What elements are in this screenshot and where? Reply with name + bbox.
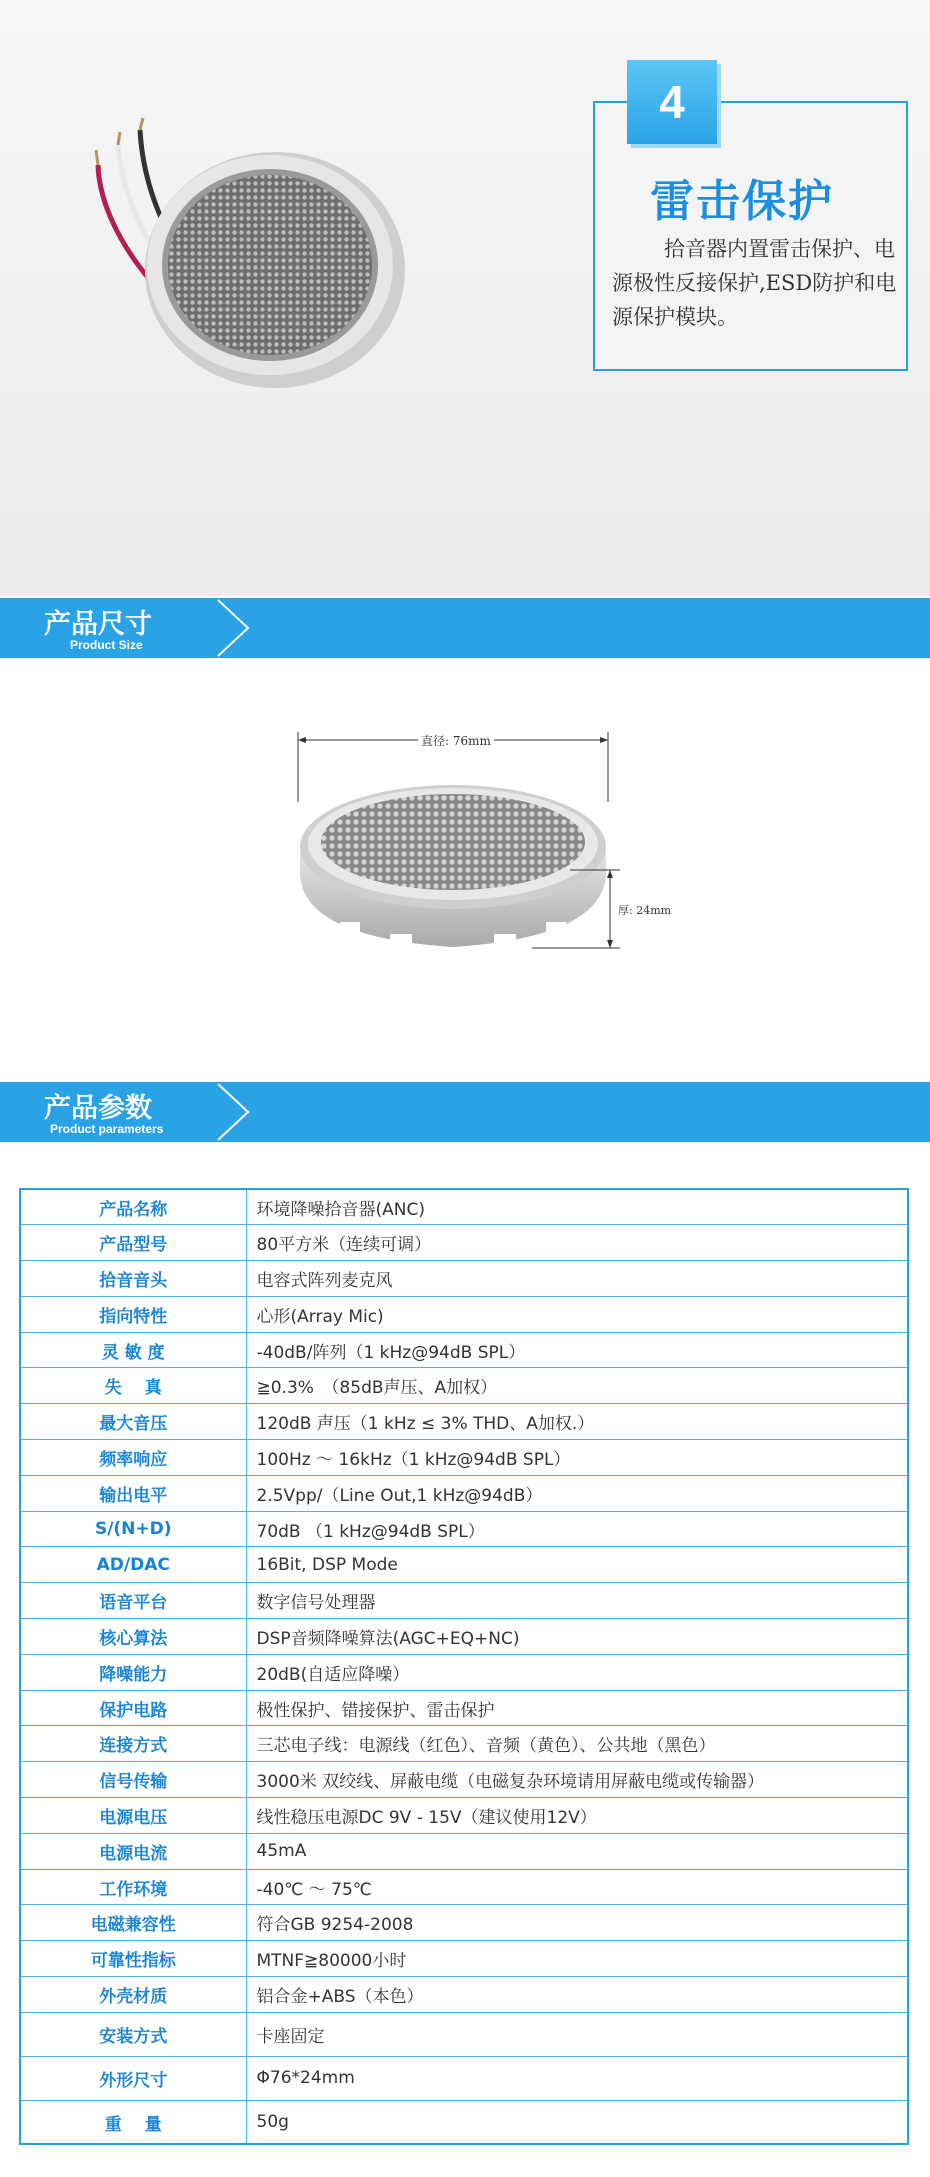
table-row [20, 2012, 908, 2056]
param-key: 产品型号 [20, 1225, 246, 1261]
param-value: 80平方米（连续可调） [246, 1225, 908, 1261]
section-subtitle: Product Size [70, 638, 143, 652]
param-key: 频率响应 [20, 1440, 246, 1476]
param-value: 3000米 双绞线、屏蔽电缆（电磁复杂环境请用屏蔽电缆或传输器） [246, 1762, 908, 1798]
param-key: AD/DAC [20, 1547, 246, 1583]
param-value: MTNF≧80000小时 [246, 1941, 908, 1977]
param-value: Φ76*24mm [246, 2056, 908, 2100]
param-key: 保护电路 [20, 1690, 246, 1726]
feature-description: 拾音器内置雷击保护、电源极性反接保护,ESD防护和电源保护模块。 [612, 237, 897, 329]
param-value: 线性稳压电源DC 9V - 15V（建议使用12V） [246, 1798, 908, 1834]
param-key: 信号传输 [20, 1762, 246, 1798]
param-key: 电磁兼容性 [20, 1905, 246, 1941]
table-row [20, 2056, 908, 2100]
table-row [20, 1547, 908, 1583]
table-row [20, 1440, 908, 1476]
param-key: 重 量 [20, 2100, 246, 2144]
param-value: 20dB(自适应降噪） [246, 1654, 908, 1690]
parameters-table [19, 1188, 909, 2145]
param-value: 50g [246, 2100, 908, 2144]
section-banner-size [0, 598, 930, 658]
param-value: 电容式阵列麦克风 [246, 1261, 908, 1297]
section-title: 产品参数 [44, 1093, 152, 1124]
table-row [20, 1941, 908, 1977]
table-row [20, 1619, 908, 1655]
param-key: 电源电压 [20, 1798, 246, 1834]
table-row [20, 1511, 908, 1547]
thickness-label: 厚: 24mm [618, 904, 672, 917]
param-key: 失 真 [20, 1368, 246, 1404]
param-key: 指向特性 [20, 1296, 246, 1332]
param-key: 灵 敏 度 [20, 1332, 246, 1368]
param-value: 16Bit, DSP Mode [246, 1547, 908, 1583]
param-value: 2.5Vpp/（Line Out,1 kHz@94dB） [246, 1475, 908, 1511]
table-row [20, 1905, 908, 1941]
param-key: 产品名称 [20, 1189, 246, 1225]
param-value: ≧0.3% （85dB声压、A加权） [246, 1368, 908, 1404]
param-value: 极性保护、错接保护、雷击保护 [246, 1690, 908, 1726]
table-row [20, 1261, 908, 1297]
section-banner-params [0, 1082, 930, 1142]
param-key: S/(N+D) [20, 1511, 246, 1547]
param-value: 符合GB 9254-2008 [246, 1905, 908, 1941]
table-row [20, 1726, 908, 1762]
param-value: 70dB （1 kHz@94dB SPL） [246, 1511, 908, 1547]
param-value: 卡座固定 [246, 2012, 908, 2056]
param-key: 安装方式 [20, 2012, 246, 2056]
param-value: 45mA [246, 1833, 908, 1869]
table-row [20, 1833, 908, 1869]
param-key: 最大音压 [20, 1404, 246, 1440]
param-value: 100Hz ～ 16kHz（1 kHz@94dB SPL） [246, 1440, 908, 1476]
feature-title: 雷击保护 [650, 176, 834, 227]
param-key: 语音平台 [20, 1583, 246, 1619]
param-key: 降噪能力 [20, 1654, 246, 1690]
table-row [20, 1869, 908, 1905]
param-value: -40℃ ～ 75℃ [246, 1869, 908, 1905]
table-row [20, 1225, 908, 1261]
table-row [20, 1332, 908, 1368]
table-row [20, 1762, 908, 1798]
diameter-label: 直径: 76mm [421, 734, 491, 748]
param-value: DSP音频降噪算法(AGC+EQ+NC) [246, 1619, 908, 1655]
param-key: 连接方式 [20, 1726, 246, 1762]
param-key: 核心算法 [20, 1619, 246, 1655]
table-row [20, 1296, 908, 1332]
section-title: 产品尺寸 [44, 609, 152, 640]
table-row [20, 1368, 908, 1404]
table-row [20, 1189, 908, 1225]
param-value: 环境降噪拾音器(ANC) [246, 1189, 908, 1225]
table-row [20, 1404, 908, 1440]
chevron-right-icon [210, 598, 260, 658]
chevron-right-icon [210, 1082, 260, 1142]
feature-section [0, 0, 930, 596]
param-key: 可靠性指标 [20, 1941, 246, 1977]
dimension-diagram [280, 722, 680, 1022]
microphone-product-image [70, 110, 430, 410]
param-value: 120dB 声压（1 kHz ≤ 3% THD、A加权.） [246, 1404, 908, 1440]
param-value: 铝合金+ABS（本色） [246, 1977, 908, 2013]
feature-number-badge: 4 [627, 60, 717, 144]
param-key: 工作环境 [20, 1869, 246, 1905]
param-key: 输出电平 [20, 1475, 246, 1511]
param-key: 外壳材质 [20, 1977, 246, 2013]
param-value: 心形(Array Mic) [246, 1296, 908, 1332]
param-value: 数字信号处理器 [246, 1583, 908, 1619]
product-size-drawing [0, 662, 930, 1082]
param-value: -40dB/阵列（1 kHz@94dB SPL） [246, 1332, 908, 1368]
param-value: 三芯电子线：电源线（红色）、音频（黄色）、公共地（黑色） [246, 1726, 908, 1762]
table-row [20, 1583, 908, 1619]
table-row [20, 1654, 908, 1690]
table-row [20, 1977, 908, 2013]
table-row [20, 1475, 908, 1511]
param-key: 电源电流 [20, 1833, 246, 1869]
table-row [20, 2100, 908, 2144]
section-subtitle: Product parameters [50, 1122, 164, 1136]
table-row [20, 1690, 908, 1726]
param-key: 外形尺寸 [20, 2056, 246, 2100]
table-row [20, 1798, 908, 1834]
param-key: 拾音音头 [20, 1261, 246, 1297]
